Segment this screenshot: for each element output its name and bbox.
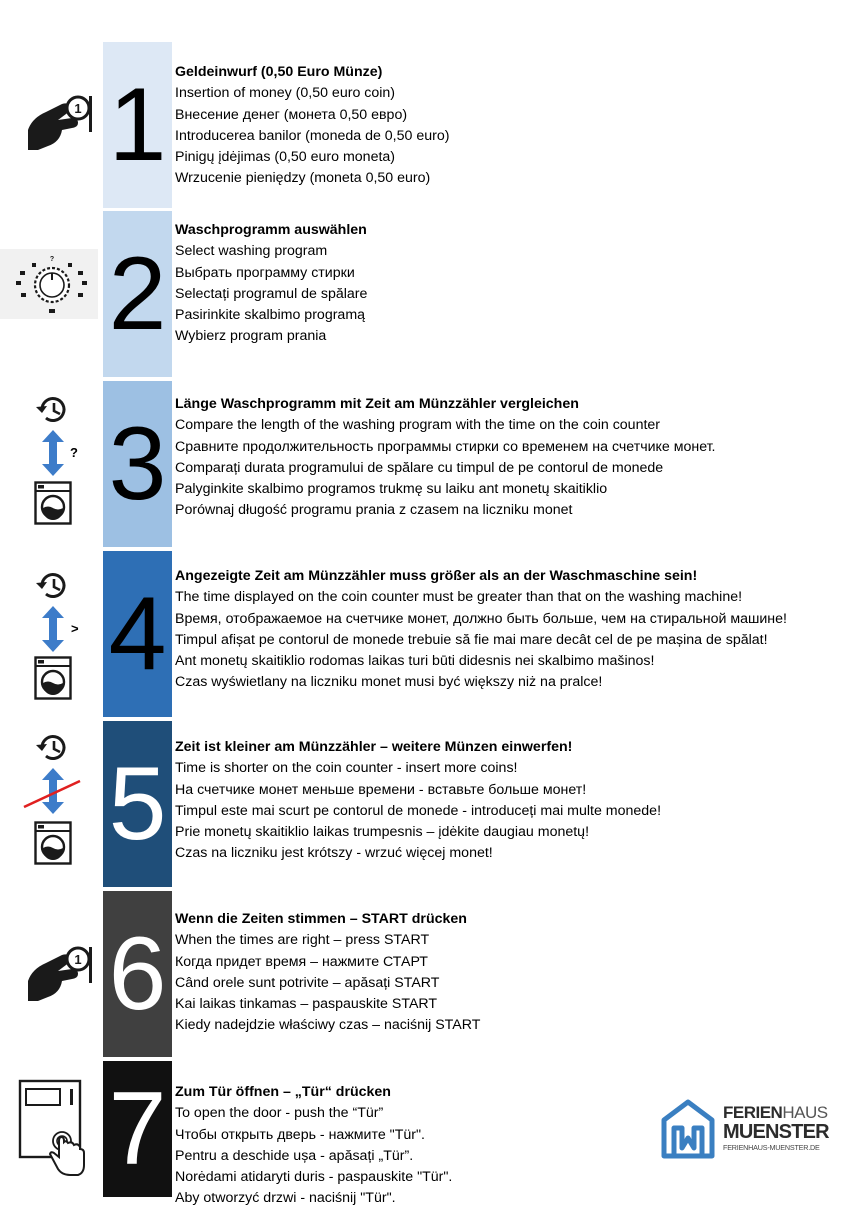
- step-line-lt: Kai laikas tinkamas – paspauskite START: [175, 996, 438, 1013]
- step-line-en: The time displayed on the coin counter must be greater than that on the washing machine!: [175, 589, 743, 606]
- step-line-pl: Wrzucenie pieniędzy (moneta 0,50 euro): [175, 170, 431, 187]
- step-line-ro: Introducerea banilor (moneda de 0,50 euro): [175, 127, 450, 144]
- logo-line2: MUENSTER: [723, 1121, 829, 1143]
- door-button-press-icon: [18, 1079, 90, 1179]
- step-number: 5: [108, 746, 167, 862]
- step-heading: Zeit ist kleiner am Münzzähler – weitere Münzen einwerfen!: [175, 739, 573, 755]
- step-number: 7: [108, 1071, 167, 1187]
- svg-text:1: 1: [74, 101, 82, 116]
- step-line-ro: Comparați durata programului de spălare cu timpul de pe contorul de monede: [175, 459, 664, 476]
- step-line-lt: Palyginkite skalbimo programos trukmę su laiku ant monetų skaitiklio: [175, 481, 608, 498]
- step-number-block: [103, 381, 172, 547]
- step-number: 3: [108, 406, 167, 522]
- crossed-double-arrow-icon: [22, 767, 82, 817]
- ferienhaus-muenster-logo: [660, 1098, 829, 1160]
- step-line-ru: Выбрать программу стирки: [175, 264, 355, 281]
- logo-line1-thin: HAUS: [782, 1103, 828, 1122]
- washing-machine-icon: [34, 481, 72, 525]
- double-arrow-icon: [40, 605, 66, 653]
- step-line-ru: Чтобы открыть дверь - нажмите "Tür".: [175, 1126, 425, 1143]
- step-line-ru: Время, отображаемое на счетчике монет, должно быть больше, чем на стиральной машине!: [175, 610, 787, 627]
- step-line-lt: Prie monetų skaitiklio laikas trumpesnis – įdėkite daugiau monetų!: [175, 824, 590, 841]
- step-number-block: [103, 1061, 172, 1197]
- washing-machine-icon: [34, 821, 72, 865]
- comparison-symbol: ?: [70, 445, 78, 460]
- step-line-lt: Norėdami atidaryti duris - paspauskite "Tür".: [175, 1169, 453, 1186]
- step-number-block: [103, 551, 172, 717]
- svg-text:1: 1: [74, 952, 82, 967]
- program-dial-icon: [12, 253, 92, 317]
- step-line-pl: Czas na liczniku jest krótszy - wrzuć więcej monet!: [175, 845, 493, 862]
- step-5: [0, 721, 864, 887]
- step-line-lt: Pinigų įdėjimas (0,50 euro moneta): [175, 149, 396, 166]
- step-line-en: Select washing program: [175, 243, 328, 260]
- clock-history-icon: [34, 731, 72, 765]
- step-number: 4: [108, 576, 167, 692]
- step-heading: Zum Tür öffnen – „Tür“ drücken: [175, 1084, 391, 1100]
- step-number: 6: [108, 916, 167, 1032]
- step-number-block: [103, 211, 172, 377]
- step-heading: Waschprogramm auswählen: [175, 222, 367, 238]
- step-1: [0, 42, 864, 208]
- step-line-ro: Când orele sunt potrivite – apăsați START: [175, 974, 440, 991]
- step-line-pl: Czas wyświetlany na liczniku monet musi być większy niż na pralce!: [175, 674, 603, 691]
- step-line-en: Time is shorter on the coin counter - insert more coins!: [175, 760, 518, 777]
- step-line-ru: Когда придет время – нажмите СТАРТ: [175, 953, 428, 970]
- step-line-en: When the times are right – press START: [175, 932, 430, 949]
- step-line-pl: Porównaj długość programu prania z czasem na liczniku monet: [175, 502, 573, 519]
- step-heading: Angezeigte Zeit am Münzzähler muss größer als an der Waschmaschine sein!: [175, 568, 698, 584]
- step-line-pl: Aby otworzyć drzwi - naciśnij "Tür".: [175, 1190, 396, 1207]
- step-text: [175, 394, 715, 522]
- washing-machine-icon: [34, 656, 72, 700]
- step-number-block: [103, 721, 172, 887]
- step-line-lt: Ant monetų skaitiklio rodomas laikas turi būti didesnis nei skalbimo mašinos!: [175, 653, 655, 670]
- house-logo-icon: [660, 1098, 716, 1160]
- step-number-block: [103, 42, 172, 208]
- logo-wordmark: [723, 1104, 829, 1151]
- comparison-symbol: >: [71, 621, 79, 636]
- step-line-en: To open the door - push the “Tür”: [175, 1105, 384, 1122]
- step-text: [175, 737, 661, 865]
- step-6: [0, 891, 864, 1057]
- step-line-en: Compare the length of the washing program with the time on the coin counter: [175, 417, 661, 434]
- step-line-lt: Pasirinkite skalbimo programą: [175, 307, 366, 324]
- double-arrow-icon: [40, 429, 66, 477]
- step-2: [0, 211, 864, 377]
- svg-text:?: ?: [49, 256, 55, 263]
- step-line-ru: Внесение денег (монета 0,50 евро): [175, 106, 408, 123]
- step-number: 2: [108, 236, 167, 352]
- logo-line1-bold: FERIEN: [723, 1103, 783, 1122]
- hand-coin-icon: [22, 943, 96, 1005]
- step-text: [175, 909, 480, 1037]
- step-line-ro: Selectați programul de spălare: [175, 285, 368, 302]
- step-line-pl: Wybierz program prania: [175, 328, 327, 345]
- step-number-block: [103, 891, 172, 1057]
- hand-coin-icon: [22, 92, 96, 154]
- step-line-pl: Kiedy nadejdzie właściwy czas – naciśnij START: [175, 1017, 481, 1034]
- step-text: [175, 220, 367, 348]
- step-line-ru: Сравните продолжительность программы стирки со временем на счетчике монет.: [175, 438, 716, 455]
- step-text: [175, 1082, 452, 1210]
- step-line-en: Insertion of money (0,50 euro coin): [175, 85, 396, 102]
- step-heading: Länge Waschprogramm mit Zeit am Münzzähler vergleichen: [175, 396, 579, 412]
- step-text: [175, 566, 787, 694]
- step-text: [175, 62, 449, 190]
- step-line-ro: Timpul afișat pe contorul de monede trebuie să fie mai mare decât cel de pe mașina de spălat!: [175, 631, 768, 648]
- step-line-ro: Timpul este mai scurt pe contorul de monede - introduceți mai multe monede!: [175, 802, 662, 819]
- step-3: [0, 381, 864, 547]
- clock-history-icon: [34, 569, 72, 603]
- clock-history-icon: [34, 393, 72, 427]
- step-heading: Wenn die Zeiten stimmen – START drücken: [175, 911, 467, 927]
- step-heading: Geldeinwurf (0,50 Euro Münze): [175, 64, 383, 80]
- step-line-ro: Pentru a deschide ușa - apăsați „Tür”.: [175, 1147, 414, 1164]
- step-line-ru: На счетчике монет меньше времени - вставьте больше монет!: [175, 781, 587, 798]
- step-4: [0, 551, 864, 717]
- logo-url: FERIENHAUS-MUENSTER.DE: [723, 1143, 820, 1152]
- step-number: 1: [108, 67, 167, 183]
